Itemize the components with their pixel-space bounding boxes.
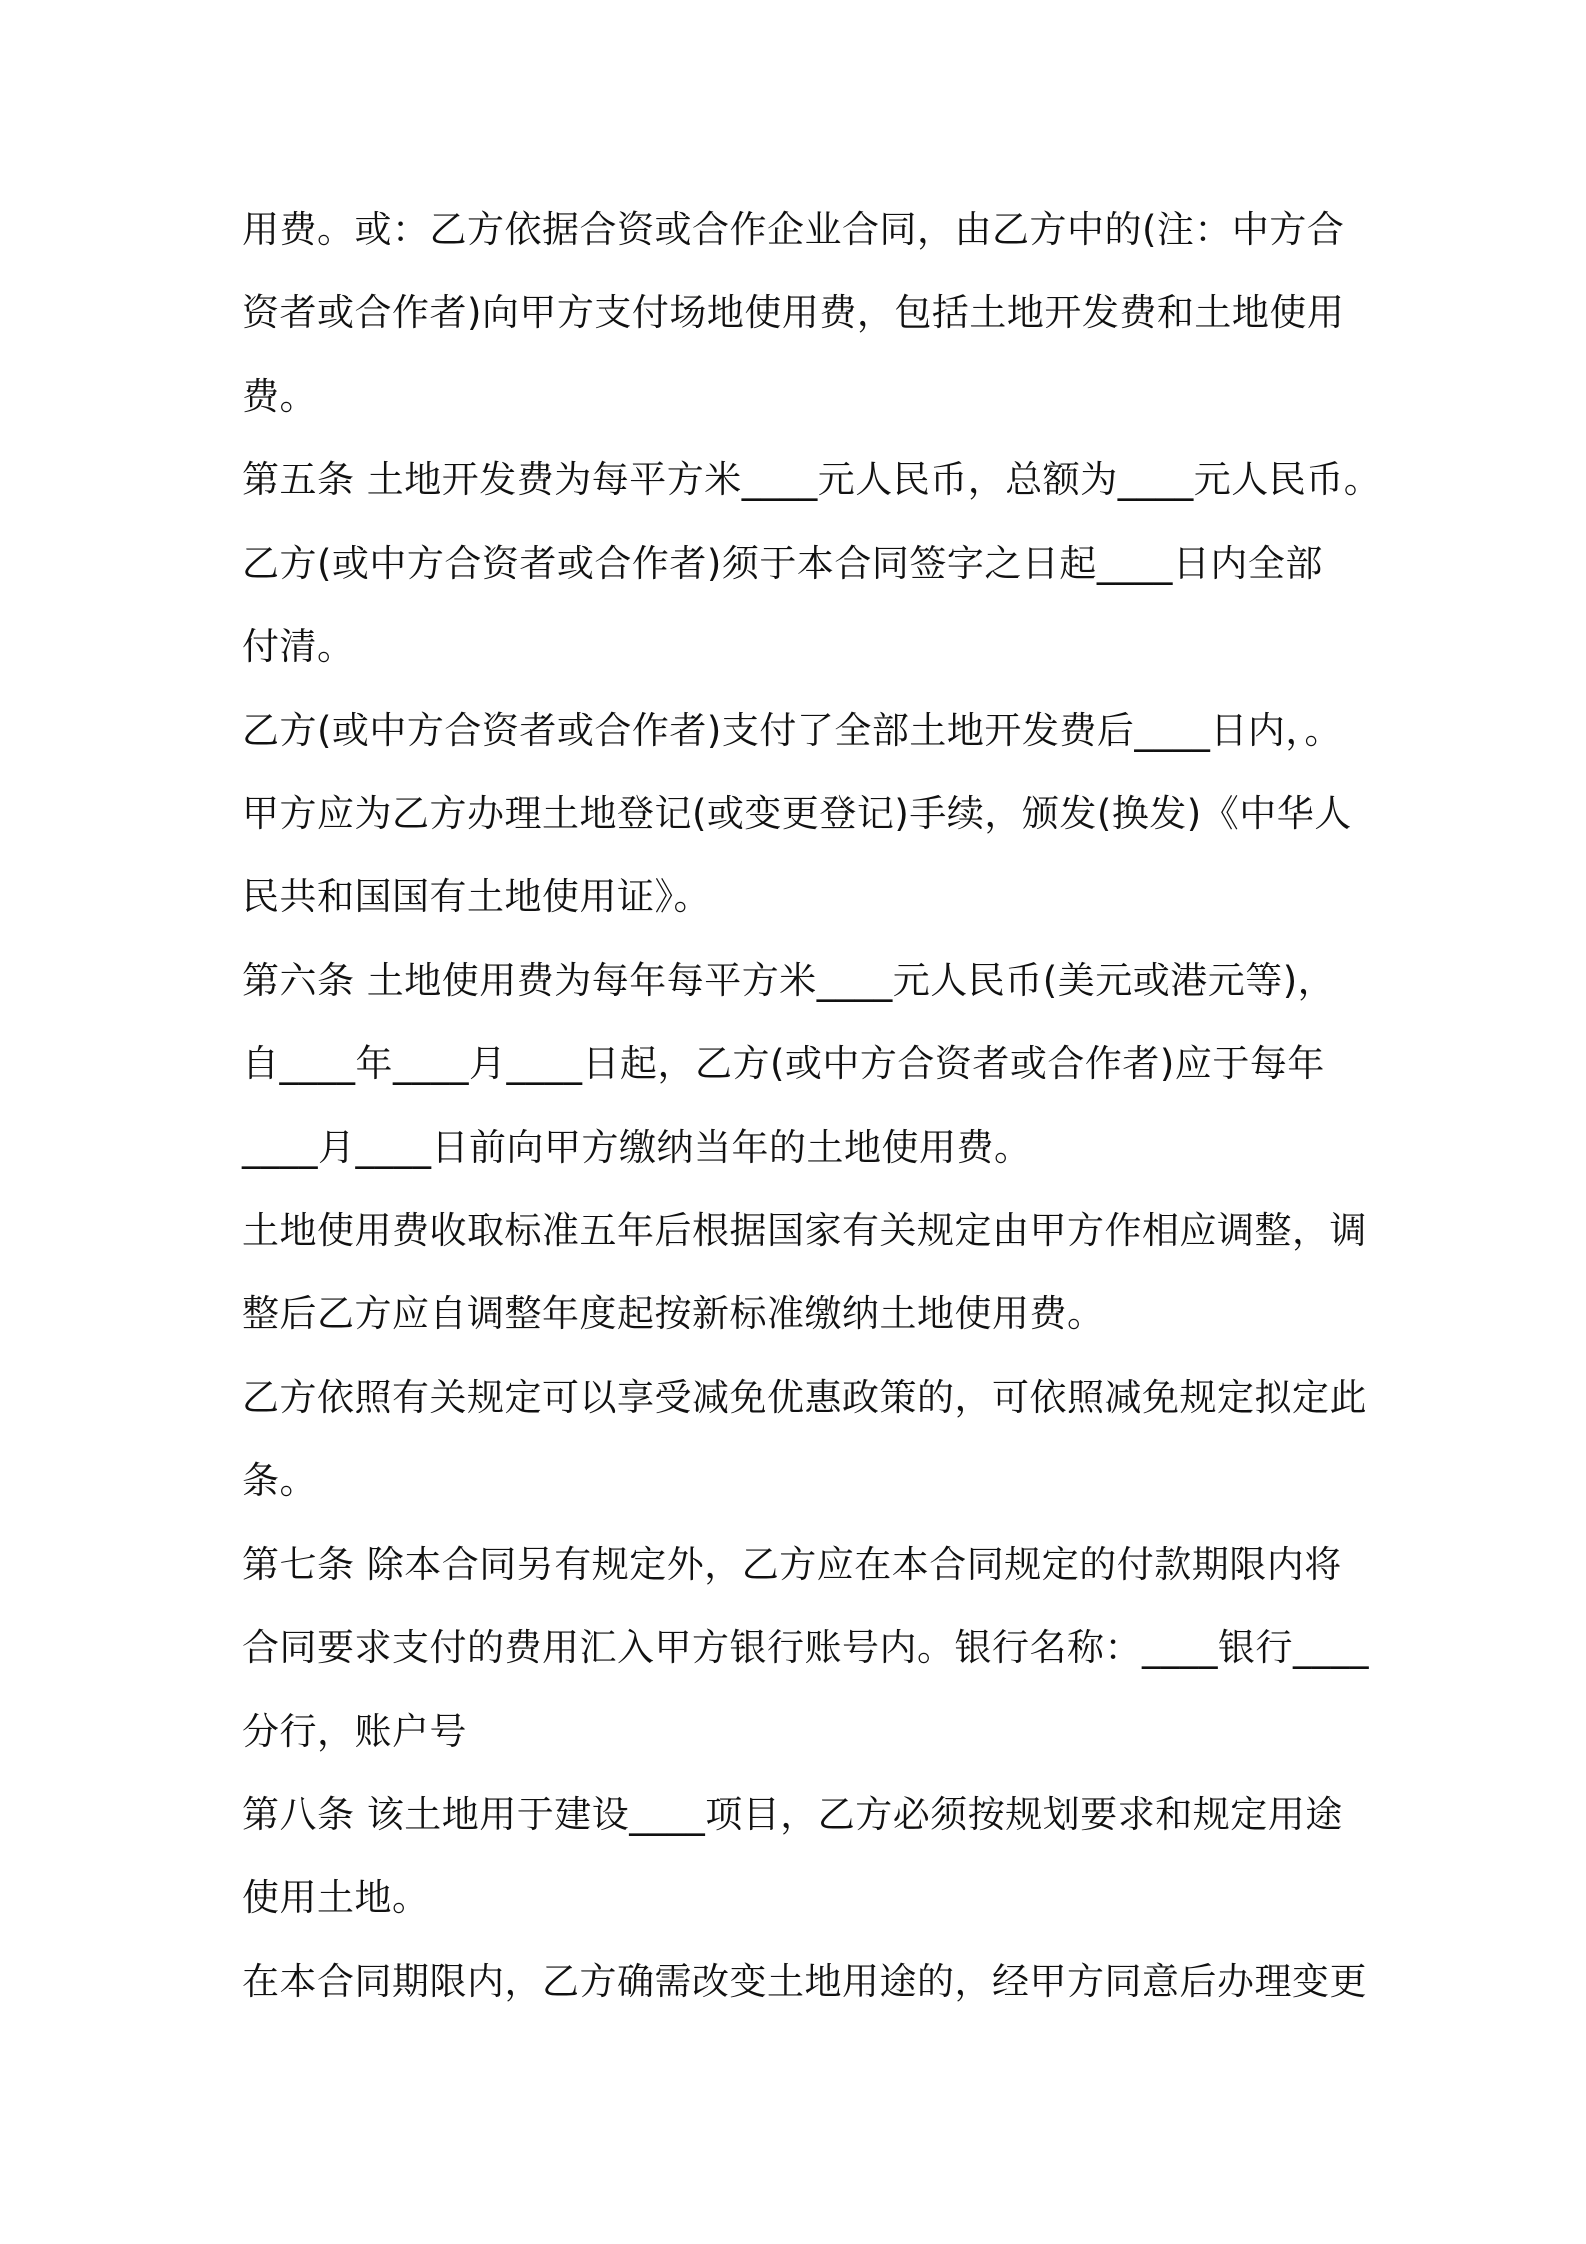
text-line: 使用土地。 — [242, 1876, 430, 1919]
text-line: 第八条 该土地用于建设____项目，乙方必须按规划要求和规定用途 — [242, 1793, 1343, 1836]
text-line: 费。 — [242, 375, 317, 418]
text-line: 分行，账户号 — [242, 1710, 467, 1753]
text-line: 整后乙方应自调整年度起按新标准缴纳土地使用费。 — [242, 1292, 1105, 1335]
text-line: 资者或合作者)向甲方支付场地使用费，包括土地开发费和土地使用 — [242, 291, 1345, 334]
text-line: 合同要求支付的费用汇入甲方银行账号内。银行名称：____银行____ — [242, 1626, 1369, 1669]
text-line: 民共和国国有土地使用证》。 — [242, 875, 711, 918]
text-line: 第六条 土地使用费为每年每平方米____元人民币(美元或港元等)， — [242, 959, 1336, 1002]
text-line: 乙方(或中方合资者或合作者)须于本合同签字之日起____日内全部 — [242, 542, 1323, 585]
text-line: 在本合同期限内，乙方确需改变土地用途的，经甲方同意后办理变更 — [242, 1960, 1367, 2003]
text-line: 自____年____月____日起，乙方(或中方合资者或合作者)应于每年 — [242, 1042, 1325, 1085]
text-line: 条。 — [242, 1459, 317, 1502]
text-line: 第七条 除本合同另有规定外，乙方应在本合同规定的付款期限内将 — [242, 1543, 1342, 1586]
text-line: 用费。或：乙方依据合资或合作企业合同，由乙方中的(注：中方合 — [242, 208, 1345, 251]
text-line: 乙方依照有关规定可以享受减免优惠政策的，可依照减免规定拟定此 — [242, 1376, 1367, 1419]
text-line: ____月____日前向甲方缴纳当年的土地使用费。 — [242, 1126, 1032, 1169]
text-line: 付清。 — [242, 625, 355, 668]
text-line: 第五条 土地开发费为每平方米____元人民币，总额为____元人民币。 — [242, 458, 1382, 501]
text-line: 乙方(或中方合资者或合作者)支付了全部土地开发费后____日内，。 — [242, 709, 1342, 752]
text-line: 土地使用费收取标准五年后根据国家有关规定由甲方作相应调整，调 — [242, 1209, 1367, 1252]
text-line: 甲方应为乙方办理土地登记(或变更登记)手续，颁发(换发)《中华人 — [242, 792, 1352, 835]
